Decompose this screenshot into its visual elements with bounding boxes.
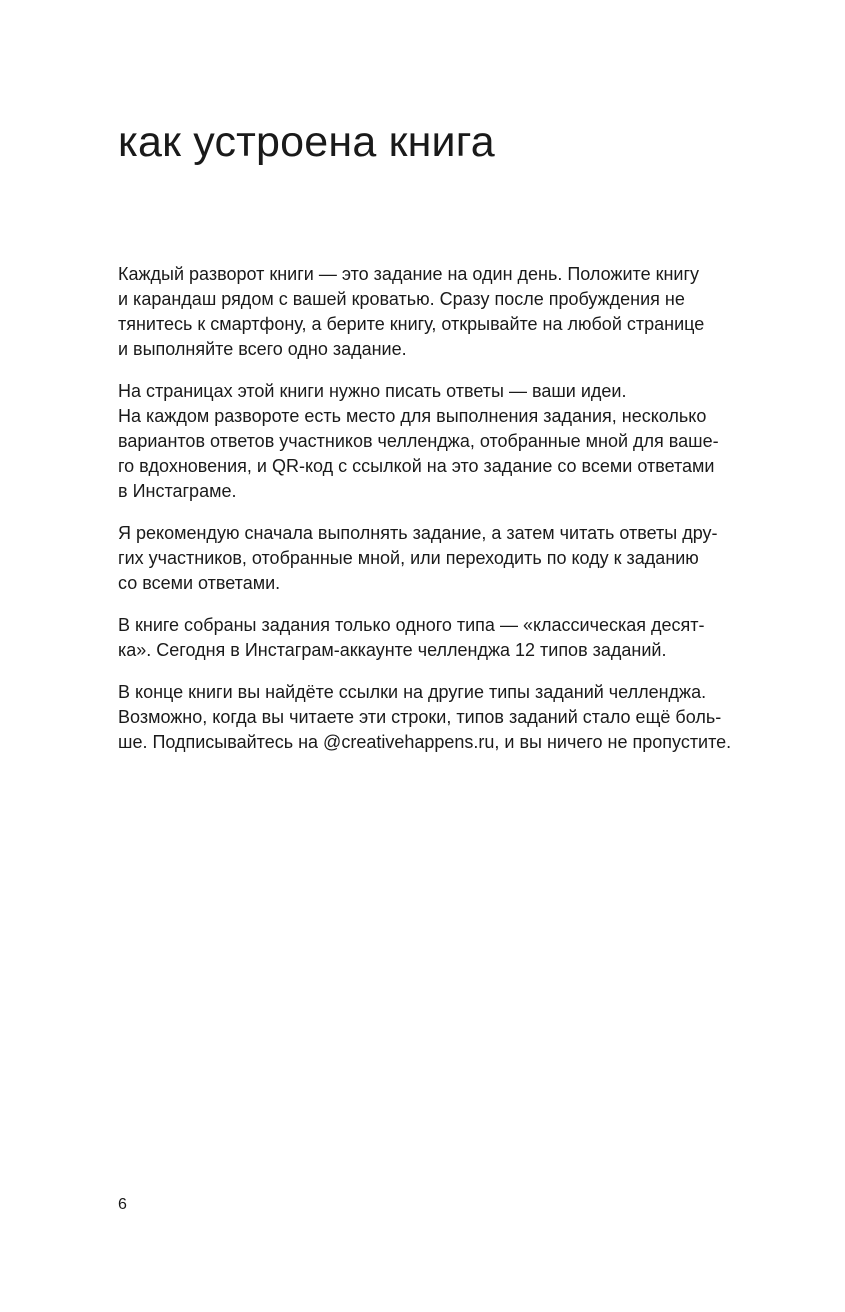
paragraph-line: гих участников, отобранные мной, или переходить по коду к заданию bbox=[118, 548, 699, 568]
paragraph-line: го вдохновения, и QR-код с ссылкой на это задание со всеми ответами bbox=[118, 456, 715, 476]
paragraph-line: На страницах этой книги нужно писать ответы — ваши идеи. bbox=[118, 381, 627, 401]
paragraph-line: Возможно, когда вы читаете эти строки, типов заданий стало ещё боль- bbox=[118, 707, 722, 727]
paragraph-line: в Инстаграме. bbox=[118, 481, 237, 501]
paragraph-2 bbox=[118, 379, 758, 504]
paragraph-line: ше. Подписывайтесь на @creativehappens.ru, и вы ничего не пропустите. bbox=[118, 732, 732, 752]
body-text bbox=[118, 262, 758, 772]
paragraph-line: В конце книги вы найдёте ссылки на другие типы заданий челленджа. bbox=[118, 682, 707, 702]
paragraph-1 bbox=[118, 262, 758, 362]
paragraph-line: Каждый разворот книги — это задание на один день. Положите книгу bbox=[118, 264, 700, 284]
page-number: 6 bbox=[118, 1196, 127, 1213]
paragraph-3 bbox=[118, 521, 758, 596]
paragraph-line: тянитесь к смартфону, а берите книгу, открывайте на любой странице bbox=[118, 314, 705, 334]
paragraph-line: Я рекомендую сначала выполнять задание, а затем читать ответы дру- bbox=[118, 523, 718, 543]
page-title: как устроена книга bbox=[118, 118, 495, 166]
paragraph-line: вариантов ответов участников челленджа, отобранные мной для ваше- bbox=[118, 431, 719, 451]
paragraph-4 bbox=[118, 613, 758, 663]
paragraph-line: со всеми ответами. bbox=[118, 573, 281, 593]
paragraph-5 bbox=[118, 680, 758, 755]
paragraph-line: ка». Сегодня в Инстаграм-аккаунте челленджа 12 типов заданий. bbox=[118, 640, 667, 660]
paragraph-line: В книге собраны задания только одного типа — «классическая десят- bbox=[118, 615, 705, 635]
paragraph-line: и карандаш рядом с вашей кроватью. Сразу после пробуждения не bbox=[118, 289, 685, 309]
paragraph-line: На каждом развороте есть место для выполнения задания, несколько bbox=[118, 406, 707, 426]
paragraph-line: и выполняйте всего одно задание. bbox=[118, 339, 407, 359]
